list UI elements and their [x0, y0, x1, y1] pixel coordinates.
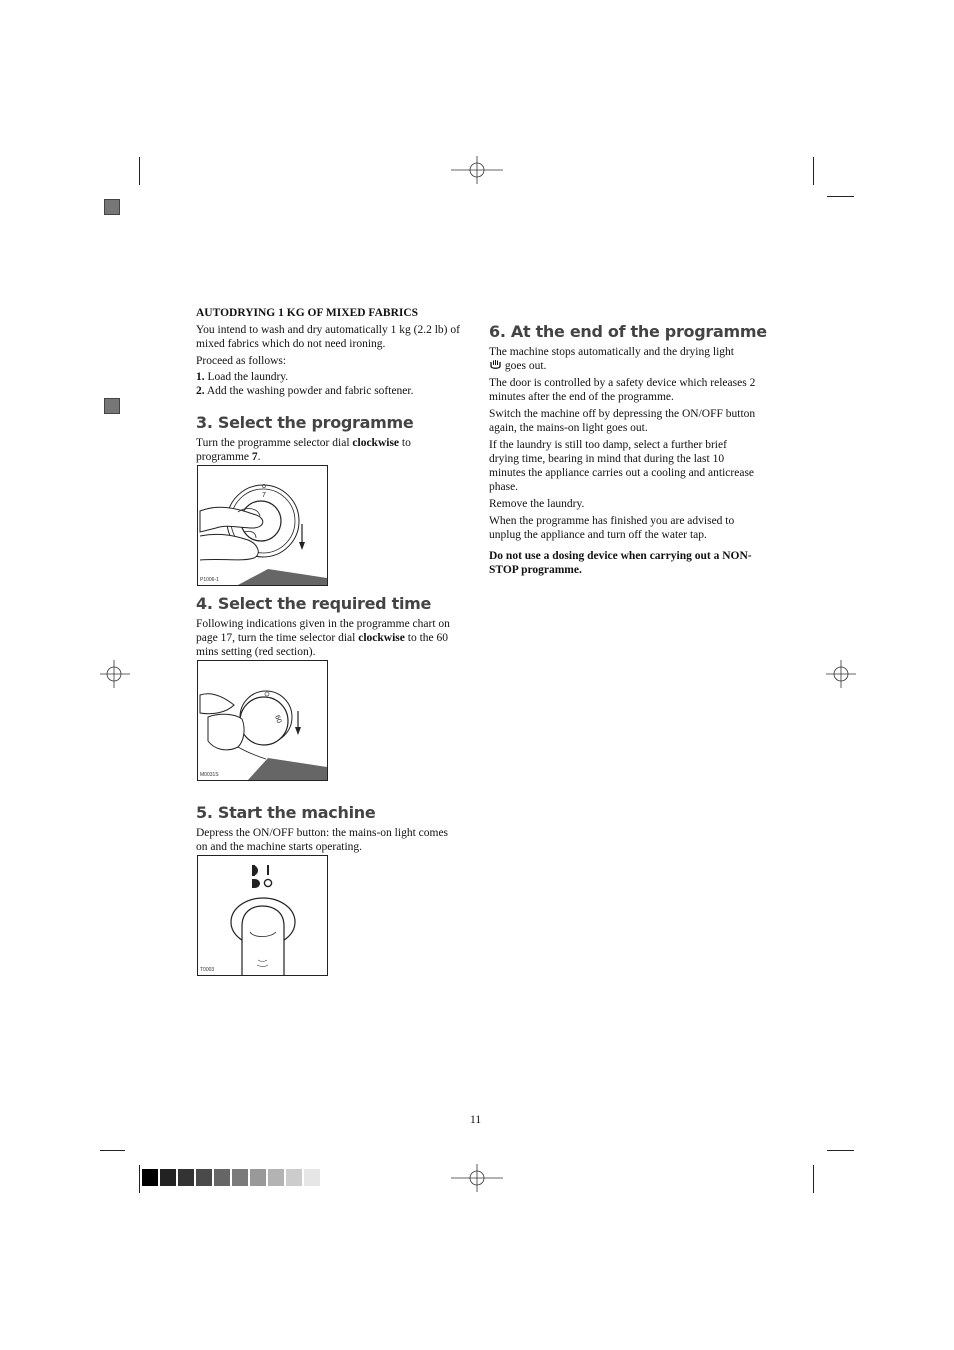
end-p2: The door is controlled by a safety device which releases 2 minutes after the end of the programme.: [489, 377, 756, 403]
heading-start-machine: 5. Start the machine: [196, 803, 376, 822]
heading-select-programme: 3. Select the programme: [196, 413, 414, 432]
page-number: 11: [470, 1114, 482, 1126]
drying-light-icon: [489, 359, 502, 371]
crop-mark: [139, 157, 140, 185]
color-swatch: [286, 1169, 302, 1186]
heading-end-programme: 6. At the end of the programme: [489, 322, 767, 341]
margin-marker-square: [104, 398, 120, 414]
color-swatch: [178, 1169, 194, 1186]
end-p1: The machine stops automatically and the drying light goes out.: [489, 346, 734, 372]
figure-code: M0031S: [200, 772, 219, 778]
on-off-button-illustration: [197, 855, 328, 976]
crop-mark: [139, 1165, 140, 1193]
color-swatch: [268, 1169, 284, 1186]
color-swatch: [142, 1169, 158, 1186]
color-swatch: [160, 1169, 176, 1186]
end-warning: Do not use a dosing device when carrying out a NON-STOP programme.: [489, 550, 752, 576]
step-1: 1. Load the laundry.: [196, 371, 289, 383]
color-swatch: [214, 1169, 230, 1186]
time-dial-illustration: [197, 660, 328, 781]
dial-number: 7: [262, 492, 266, 499]
crop-mark: [813, 157, 814, 185]
figure-code: T0003: [200, 967, 215, 973]
proceed-text: Proceed as follows:: [196, 355, 287, 367]
finger-pressing-button-icon: [198, 856, 327, 975]
programme-dial-illustration: [197, 465, 328, 586]
start-machine-text: Depress the ON/OFF button: the mains-on light comes on and the machine starts operating.: [196, 827, 449, 853]
registration-mark-icon: [451, 1160, 503, 1196]
dial-number: 60: [273, 714, 283, 725]
right-column: [489, 345, 757, 577]
intro-text: You intend to wash and dry automatically 1 kg (2.2 lb) of mixed fabrics which do not need ironing.: [196, 324, 460, 350]
hand-turning-time-dial-icon: [198, 661, 327, 780]
margin-marker-square: [104, 199, 120, 215]
crop-mark: [827, 1150, 854, 1151]
end-p4: If the laundry is still too damp, select a further brief drying time, bearing in mind that during the last 10 minutes the appliance carries out a cooling and anticrease phase.: [489, 439, 755, 493]
crop-mark: [813, 1165, 814, 1193]
select-time-text: Following indications given in the programme chart on page 17, turn the time selector dial clockwise to the 60 mins setting (red section).: [196, 618, 450, 658]
color-swatch: [304, 1169, 320, 1186]
registration-mark-icon: [100, 656, 130, 692]
left-column: [196, 306, 462, 398]
color-swatch: [250, 1169, 266, 1186]
crop-mark: [827, 196, 854, 197]
figure-code: P1006-1: [200, 577, 219, 583]
crop-mark: [100, 1150, 125, 1151]
end-p3: Switch the machine off by depressing the ON/OFF button again, the mains-on light goes out.: [489, 408, 756, 434]
end-p6: When the programme has finished you are advised to unplug the appliance and turn off the water tap.: [489, 515, 735, 541]
registration-mark-icon: [451, 152, 503, 188]
color-swatch: [196, 1169, 212, 1186]
hand-turning-dial-icon: [198, 466, 327, 585]
step-2: 2. Add the washing powder and fabric softener.: [196, 385, 414, 397]
autodry-title: AUTODRYING 1 KG OF MIXED FABRICS: [196, 307, 419, 319]
heading-select-time: 4. Select the required time: [196, 594, 432, 613]
end-p5: Remove the laundry.: [489, 498, 585, 510]
color-swatch: [232, 1169, 248, 1186]
registration-mark-icon: [826, 656, 856, 692]
select-programme-text: Turn the programme selector dial clockwise to programme 7.: [196, 437, 411, 463]
